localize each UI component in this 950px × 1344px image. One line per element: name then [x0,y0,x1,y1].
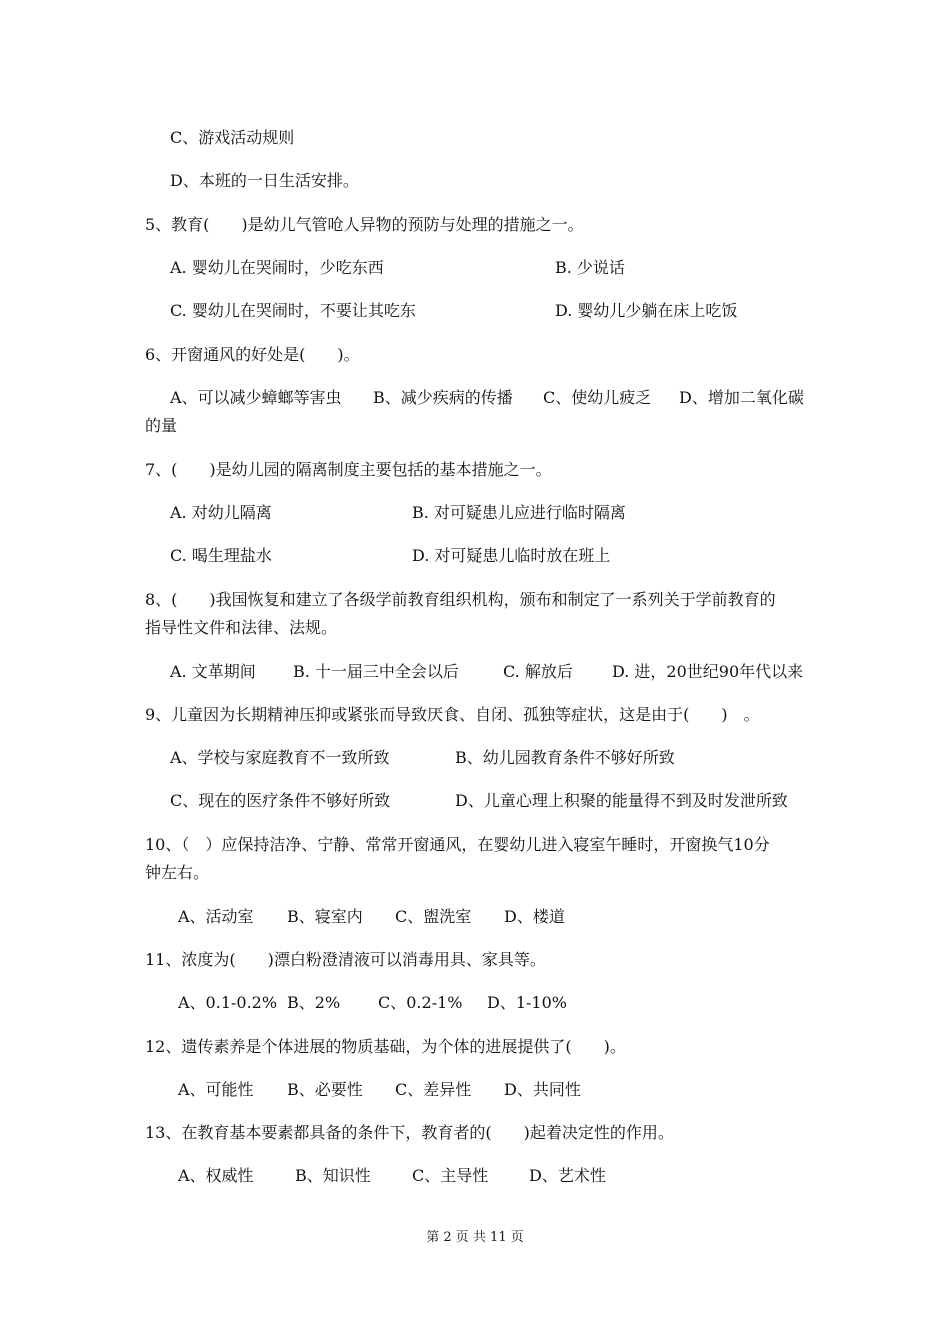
q10-option-d: D、楼道 [504,907,565,926]
q13-option-b: B、知识性 [295,1166,371,1185]
q6-stem: 6、开窗通风的好处是( )。 [145,345,360,364]
q9-option-a: A、学校与家庭教育不一致所致 [170,748,390,767]
q12-option-c: C、差异性 [395,1080,472,1099]
q9-option-b: B、幼儿园教育条件不够好所致 [455,748,675,767]
q7-option-b: B. 对可疑患儿应进行临时隔离 [412,503,626,522]
q6-option-a: A、可以减少蟑螂等害虫 [170,388,342,407]
q6-option-c: C、使幼儿疲乏 [543,388,652,407]
q9-stem: 9、儿童因为长期精神压抑或紧张而导致厌食、自闭、孤独等症状，这是由于( ) 。 [145,705,760,724]
q11-option-d: D、1-10% [487,993,567,1012]
q7-option-c: C. 喝生理盐水 [170,546,272,565]
q10-option-c: C、盥洗室 [395,907,472,926]
q13-option-d: D、艺术性 [529,1166,606,1185]
q5-option-d: D. 婴幼儿少躺在床上吃饭 [555,301,738,320]
q13-option-a: A、权威性 [178,1166,254,1185]
q6-option-b: B、减少疾病的传播 [373,388,513,407]
q7-stem: 7、( )是幼儿园的隔离制度主要包括的基本措施之一。 [145,460,552,479]
q12-stem: 12、遗传素养是个体进展的物质基础，为个体的进展提供了( )。 [145,1037,626,1056]
q4-option-c: C、游戏活动规则 [170,128,295,147]
q8-stem-line-2: 指导性文件和法律、法规。 [145,618,338,637]
q8-option-c: C. 解放后 [503,662,573,681]
q12-option-b: B、必要性 [287,1080,363,1099]
q7-option-d: D. 对可疑患儿临时放在班上 [412,546,611,565]
page-number-footer: 第 2 页 共 11 页 [426,1230,524,1245]
q6-option-d-continued: 的量 [145,416,178,435]
q10-stem-line-2: 钟左右。 [145,863,210,882]
q4-option-d: D、本班的一日生活安排。 [170,171,359,190]
q6-option-d: D、增加二氧化碳 [679,388,804,407]
q13-stem: 13、在教育基本要素都具备的条件下，教育者的( )起着决定性的作用。 [145,1123,674,1142]
q8-stem-line-1: 8、( )我国恢复和建立了各级学前教育组织机构，颁布和制定了一系列关于学前教育的 [145,590,776,609]
q12-option-a: A、可能性 [178,1080,254,1099]
q8-option-b: B. 十一届三中全会以后 [293,662,459,681]
q11-option-b: B、2% [287,993,341,1012]
q10-option-a: A、活动室 [178,907,254,926]
q8-option-d: D. 进，20世纪90年代以来 [612,662,804,681]
q7-option-a: A. 对幼儿隔离 [170,503,272,522]
q5-option-c: C. 婴幼儿在哭闹时，不要让其吃东 [170,301,416,320]
q5-option-a: A. 婴幼儿在哭闹时，少吃东西 [170,258,384,277]
q10-option-b: B、寝室内 [287,907,363,926]
q12-option-d: D、共同性 [504,1080,581,1099]
q9-option-c: C、现在的医疗条件不够好所致 [170,791,391,810]
q11-option-c: C、0.2-1% [378,993,463,1012]
q11-option-a: A、0.1-0.2% [178,993,278,1012]
q10-stem-line-1: 10、（ ）应保持洁净、宁静、常常开窗通风，在婴幼儿进入寝室午睡时，开窗换气10分 [145,835,770,854]
q5-stem: 5、教育( )是幼儿气管呛人异物的预防与处理的措施之一。 [145,215,584,234]
q9-option-d: D、儿童心理上积聚的能量得不到及时发泄所致 [455,791,788,810]
q11-stem: 11、浓度为( )漂白粉澄清液可以消毒用具、家具等。 [145,950,546,969]
q5-option-b: B. 少说话 [555,258,625,277]
q13-option-c: C、主导性 [412,1166,489,1185]
q8-option-a: A. 文革期间 [170,662,256,681]
